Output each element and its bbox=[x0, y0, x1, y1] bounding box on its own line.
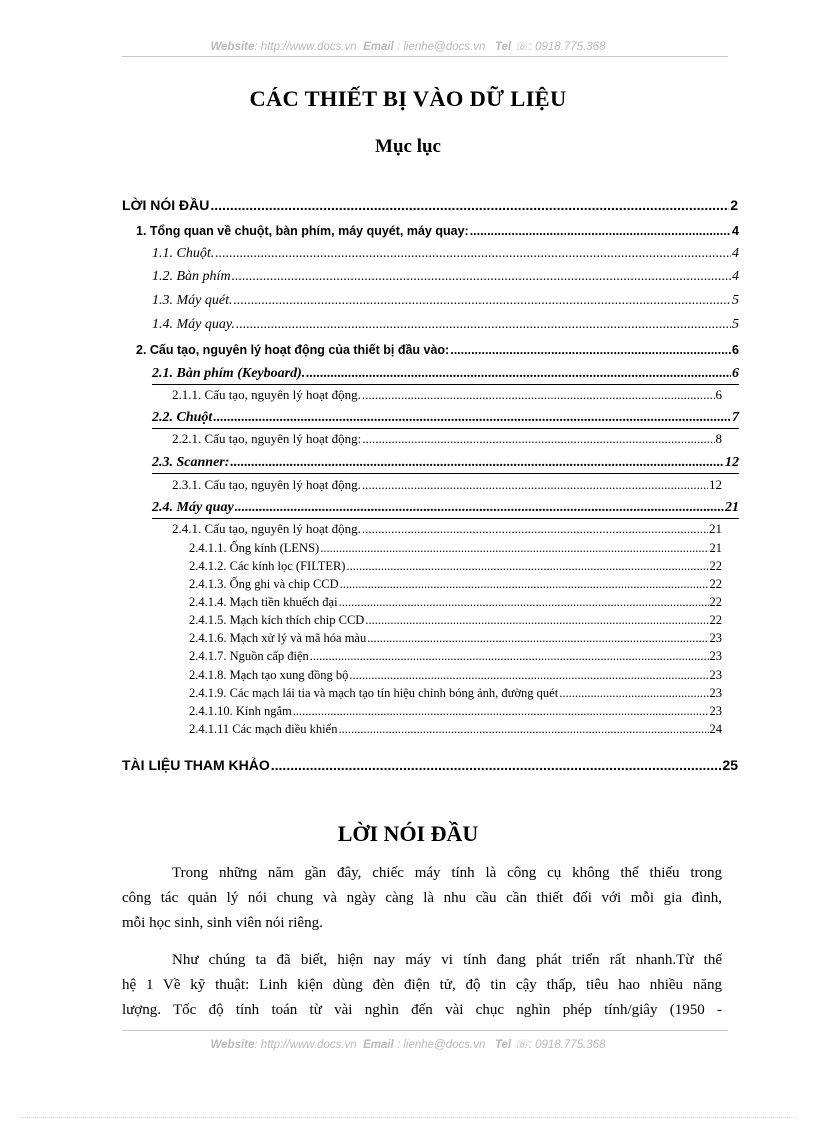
email-label: Email bbox=[363, 1039, 394, 1051]
phone-icon: ☏ bbox=[514, 1039, 529, 1051]
toc-entry[interactable]: 1.3. Máy quét. ..... 5 bbox=[152, 293, 739, 309]
toc-entry[interactable]: 2.4.1.3. Ống ghi và chip CCD ..... 22 bbox=[189, 577, 722, 592]
tel-label: Tel bbox=[494, 41, 512, 53]
paragraph bbox=[122, 948, 722, 1023]
email-label: Email bbox=[363, 41, 394, 53]
website-label: Website bbox=[210, 1039, 255, 1051]
text-line: công tác quản lý nói chung và ngày càng là nhu cầu cần thiết đối với mỗi gia đình, bbox=[122, 890, 722, 906]
toc-entry[interactable]: 2. Cấu tạo, nguyên lý hoạt động của thiết bị đầu vào: ..... 6 bbox=[136, 343, 739, 357]
toc-entry[interactable]: TÀI LIỆU THAM KHẢO ..... 25 bbox=[122, 757, 738, 773]
text-line: hệ 1 Về kỹ thuật: Linh kiện dùng đèn điện tử, độ tin cậy thấp, tiêu hao nhiều năng bbox=[122, 977, 722, 993]
toc-underline bbox=[152, 518, 739, 519]
footer-rule bbox=[122, 1030, 728, 1031]
page-footer bbox=[0, 1037, 816, 1051]
email-value: : lienhe@docs.vn bbox=[396, 41, 486, 53]
toc-entry[interactable]: 2.4. Máy quay ..... 21 bbox=[152, 500, 739, 516]
text-line: lượng. Tốc độ tính toán từ vài nghìn đến vài chục nghìn phép tính/giây (1950 - bbox=[122, 1002, 722, 1018]
toc-underline bbox=[152, 473, 739, 474]
toc-entry[interactable]: 2.4.1.11 Các mạch điều khiển ..... 24 bbox=[189, 722, 722, 737]
page-edge bbox=[20, 1117, 796, 1118]
toc-entry[interactable]: 2.3. Scanner: ..... 12 bbox=[152, 455, 739, 471]
toc-entry[interactable]: 1.2. Bàn phím ..... 4 bbox=[152, 269, 739, 285]
paragraph bbox=[122, 861, 722, 936]
toc-entry[interactable]: 2.2.1. Cấu tạo, nguyên lý hoạt động: ..... 8 bbox=[172, 431, 722, 447]
toc-entry[interactable]: 2.4.1.5. Mạch kích thích chip CCD ..... 22 bbox=[189, 613, 722, 628]
toc-entry[interactable]: 2.4.1.8. Mạch tạo xung đồng bộ ..... 23 bbox=[189, 668, 722, 683]
toc-entry[interactable]: 2.1. Bàn phím (Keyboard). ..... 6 bbox=[152, 366, 739, 382]
text-line: Như chúng ta đã biết, hiện nay máy vi tính đang phát triển rất nhanh.Từ thế bbox=[172, 952, 722, 968]
toc-entry[interactable]: 2.4.1.9. Các mạch lái tia và mạch tạo tín hiệu chỉnh bóng ảnh, đường quét ..... 23 bbox=[189, 686, 722, 701]
toc-entry[interactable]: 1. Tổng quan về chuột, bàn phím, máy quyét, máy quay: ..... 4 bbox=[136, 224, 739, 238]
toc-entry[interactable]: LỜI NÓI ĐẦU ..... 2 bbox=[122, 197, 738, 213]
website-value: : http://www.docs.vn bbox=[254, 41, 357, 53]
toc-entry[interactable]: 2.4.1.2. Các kính lọc (FILTER) ..... 22 bbox=[189, 559, 722, 574]
toc-entry[interactable]: 1.1. Chuột. ..... 4 bbox=[152, 246, 739, 262]
toc-entry[interactable]: 1.4. Máy quay. ..... 5 bbox=[152, 317, 739, 333]
text-line: Trong những năm gần đây, chiếc máy tính là công cụ không thể thiếu trong bbox=[172, 865, 722, 881]
tel-value: : 0918.775.368 bbox=[528, 41, 606, 53]
website-value: : http://www.docs.vn bbox=[254, 1039, 357, 1051]
tel-label: Tel bbox=[494, 1039, 512, 1051]
toc-entry[interactable]: 2.4.1.4. Mạch tiền khuếch đại ..... 22 bbox=[189, 595, 722, 610]
toc-entry[interactable]: 2.2. Chuột ..... 7 bbox=[152, 410, 739, 426]
phone-icon: ☏ bbox=[514, 41, 529, 53]
toc-entry[interactable]: 2.4.1. Cấu tạo, nguyên lý hoạt động. ..... 21 bbox=[172, 521, 722, 537]
document-title: CÁC THIẾT BỊ VÀO DỮ LIỆU bbox=[249, 86, 567, 111]
email-value: : lienhe@docs.vn bbox=[396, 1039, 486, 1051]
toc-entry[interactable]: 2.1.1. Cấu tạo, nguyên lý hoạt động. ..... 6 bbox=[172, 387, 722, 403]
toc-underline bbox=[152, 428, 739, 429]
toc-entry[interactable]: 2.4.1.10. Kính ngắm ..... 23 bbox=[189, 704, 722, 719]
website-label: Website bbox=[210, 41, 255, 53]
toc-entry[interactable]: 2.3.1. Cấu tạo, nguyên lý hoạt động. ..... 12 bbox=[172, 477, 722, 493]
toc-underline bbox=[152, 384, 739, 385]
tel-value: : 0918.775.368 bbox=[528, 1039, 606, 1051]
toc-entry[interactable]: 2.4.1.7. Nguồn cấp điện ..... 23 bbox=[189, 649, 722, 664]
text-line: mỗi học sinh, sinh viên nói riêng. bbox=[122, 915, 323, 931]
toc-entry[interactable]: 2.4.1.6. Mạch xử lý và mã hóa màu ..... 23 bbox=[189, 631, 722, 646]
toc-entry[interactable]: 2.4.1.1. Ống kính (LENS) ..... 21 bbox=[189, 541, 722, 556]
toc-heading: Mục lục bbox=[375, 136, 441, 157]
section-heading: LỜI NÓI ĐẦU bbox=[337, 821, 479, 846]
